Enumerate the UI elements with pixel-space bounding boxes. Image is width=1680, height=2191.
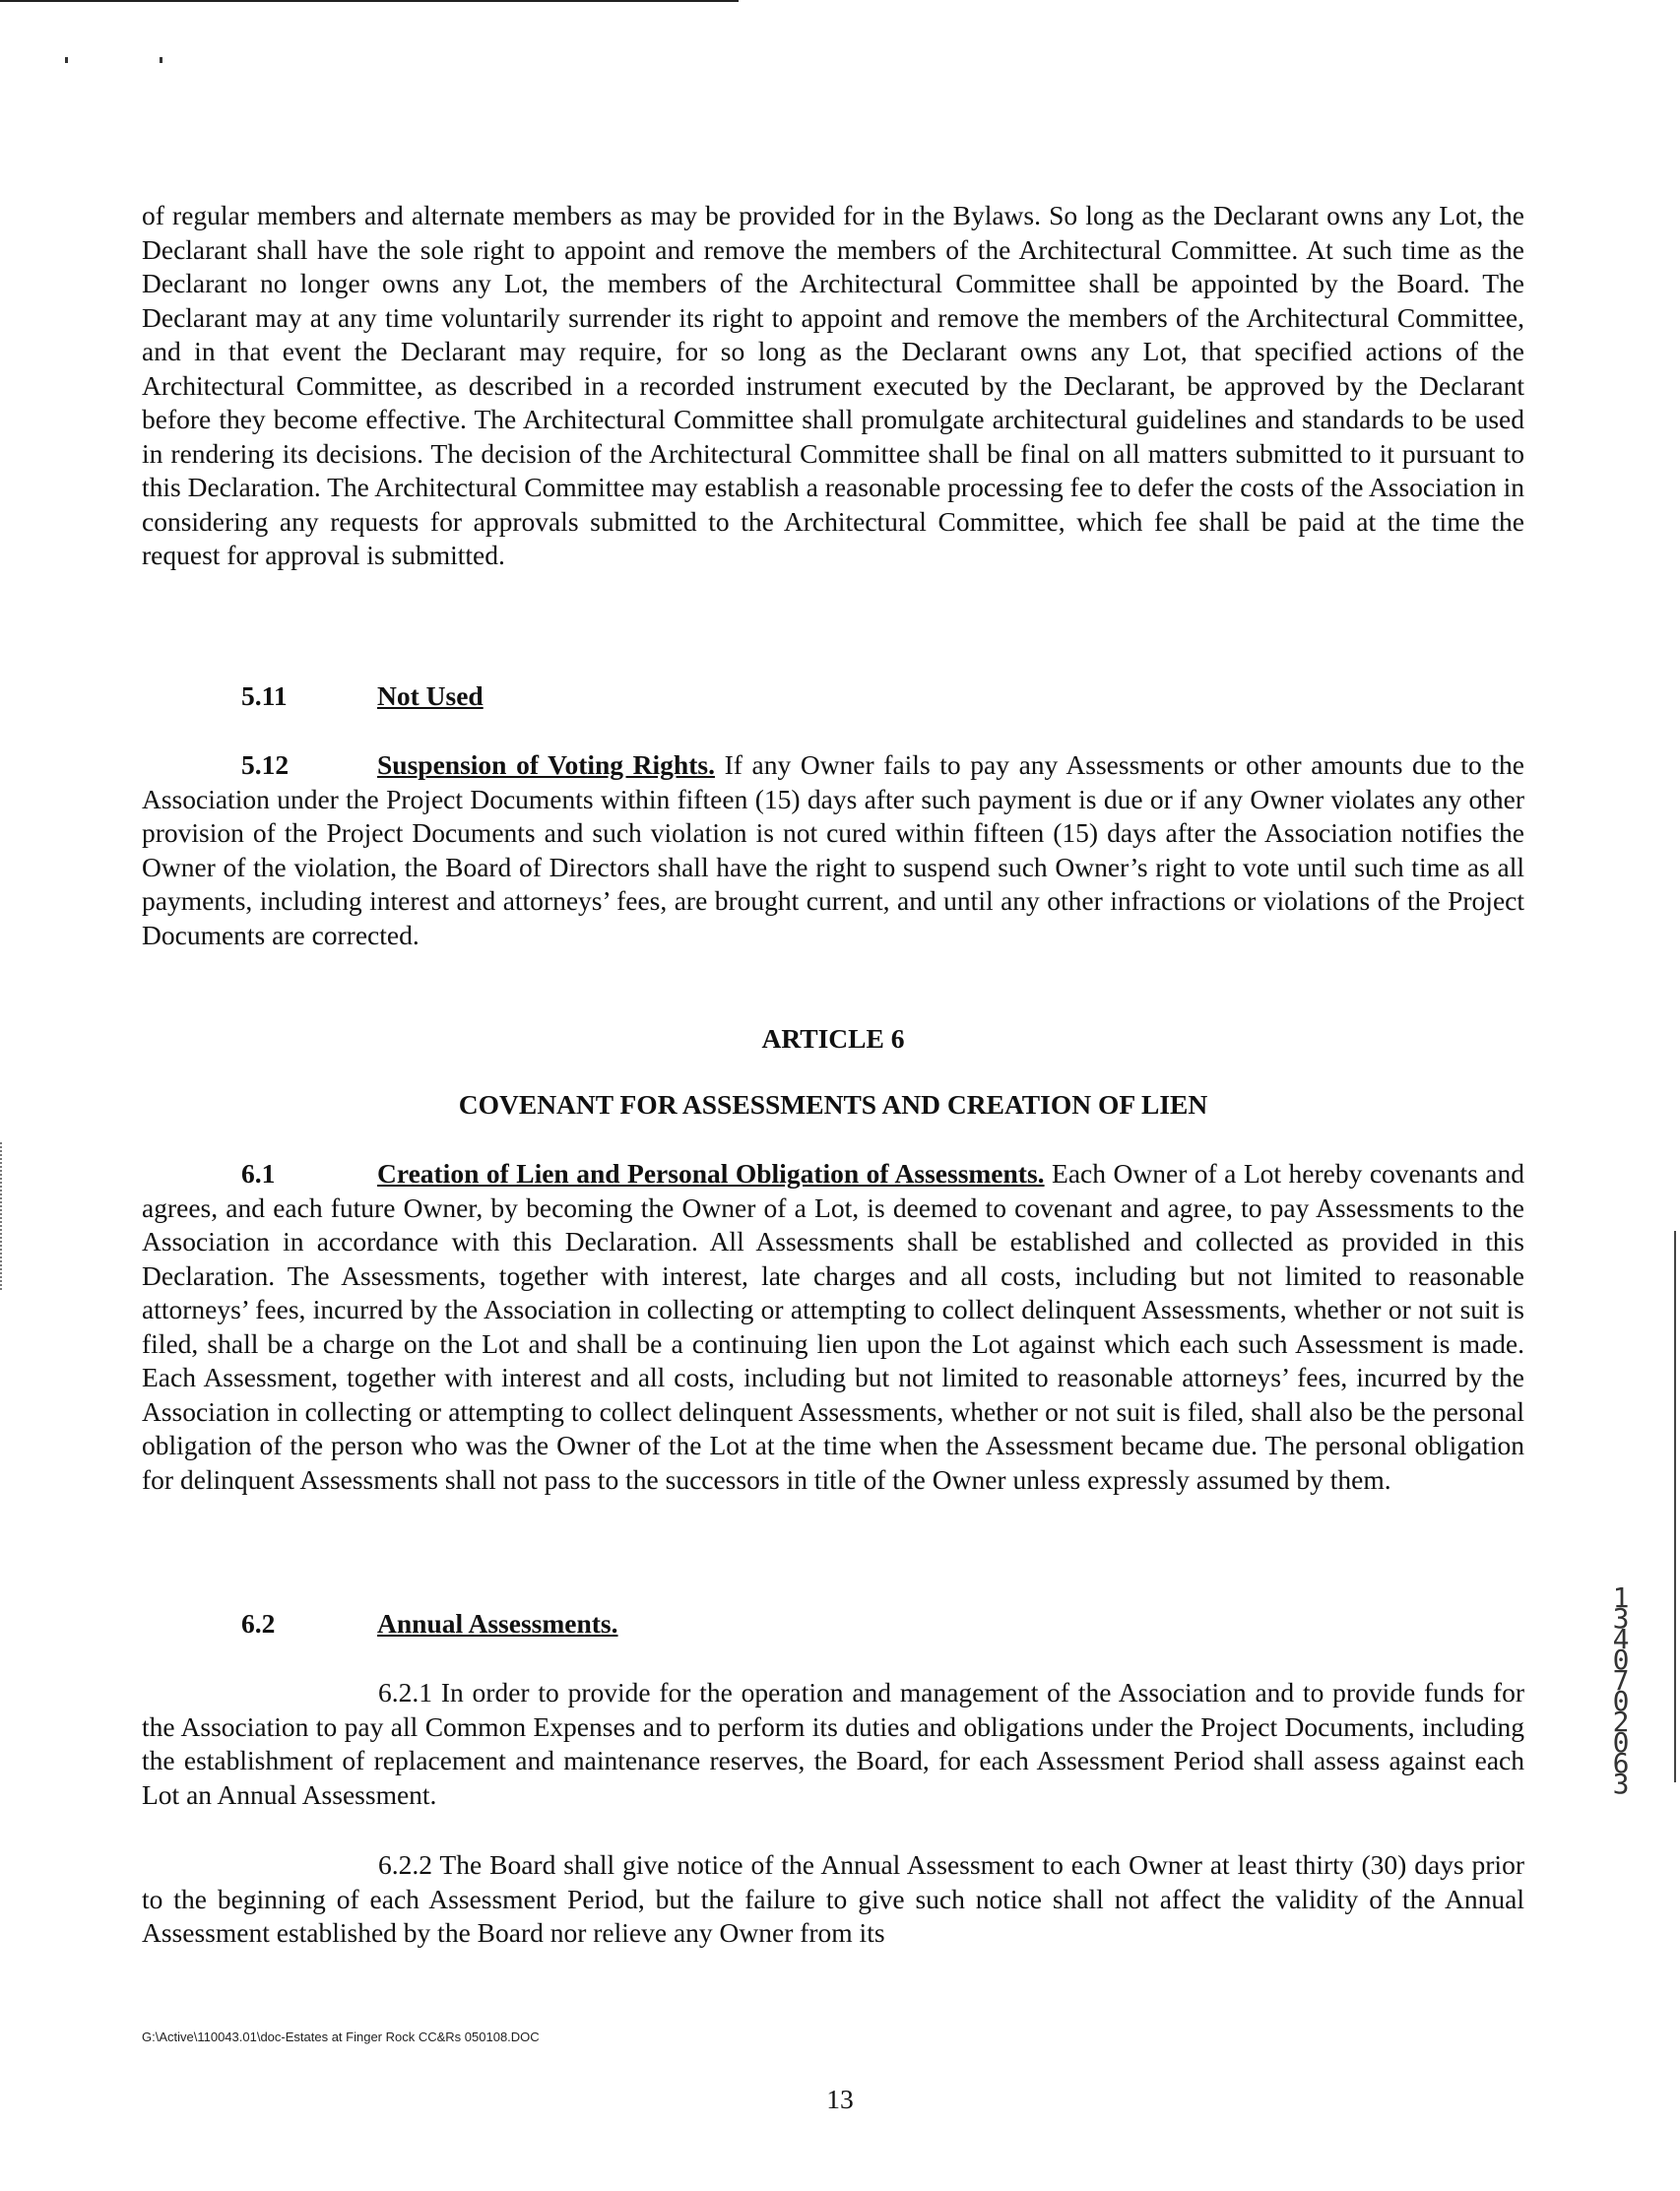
subsection-6-2-1: 6.2.1 In order to provide for the operation and management of the Association and to provide funds for the Association to pay all Common Expenses and to perform its duties and obligations under the Project Documents, including the establishment of replacement and maintenance reserves, the Board, for each Assessment Period shall assess against each Lot an Annual Assessment.	[142, 1677, 1524, 1810]
section-6-2-number: 6.2	[241, 1608, 276, 1639]
section-5-11-number: 5.11	[241, 680, 288, 711]
section-6-1-body: Each Owner of a Lot hereby covenants and agrees, and each future Owner, by becoming the Owner of a Lot, is deemed to covenant and agree, to pay Assessments to the Association in accordance with this Declaration. All Assessments shall be established and collected as provided in this Declaration. The Assessments, together with interest, late charges and all costs, including but not limited to reasonable attorneys’ fees, incurred by the Association in collecting or attempting to collect delinquent Assessments, whether or not suit is filed, shall be a charge on the Lot and shall be a continuing lien upon the Lot against which each such Assessment is made. Each Assessment, together with interest and all costs, including but not limited to reasonable attorneys’ fees, incurred by the Association in collecting or attempting to collect delinquent Assessments, whether or not suit is filed, shall also be the personal obligation of the person who was the Owner of the Lot at the time when the Assessment became due. The personal obligation for delinquent Assessments shall not pass to the successors in title of the Owner unless expressly assumed by them.	[142, 1158, 1524, 1495]
section-6-2-title: Annual Assessments.	[377, 1608, 618, 1639]
footer-file-path: G:\Active\110043.01\doc-Estates at Finger Rock CC&Rs 050108.DOC	[142, 2030, 540, 2044]
scan-speck	[65, 57, 68, 63]
subsection-6-2-2: 6.2.2 The Board shall give notice of the Annual Assessment to each Owner at least thirty (30) days prior to the beginning of each Assessment Period, but the failure to give such notice shall not affect the validity of the Annual Assessment established by the Board nor relieve any Owner from its	[142, 1849, 1524, 1948]
section-6-1-number: 6.1	[241, 1158, 276, 1189]
section-5-12	[142, 748, 1524, 952]
scan-top-edge-line	[0, 0, 739, 2]
section-5-12-number: 5.12	[241, 749, 290, 780]
scan-right-edge-line	[1674, 1231, 1676, 1782]
scan-speck	[160, 57, 162, 63]
article-title: COVENANT FOR ASSESSMENTS AND CREATION OF LIEN	[458, 1089, 1208, 1120]
section-6-2-heading	[142, 1607, 1524, 1642]
section-6-1-paragraph	[142, 1157, 1524, 1497]
section-5-12-paragraph	[142, 748, 1524, 952]
section-5-12-body: If any Owner fails to pay any Assessments or other amounts due to the Association under the Project Documents within fifteen (15) days after such payment is due or if any Owner violates any other provision of the Project Documents and such violation is not cured within fifteen (15) days after the Association notifies the Owner of the violation, the Board of Directors shall have the right to suspend such Owner’s right to vote until such time as all payments, including interest and attorneys’ fees, are brought current, and until any other infractions or violations of the Project Documents are corrected.	[142, 749, 1524, 950]
section-6-1-title: Creation of Lien and Personal Obligation of Assessments.	[377, 1158, 1045, 1189]
opening-paragraph-block	[142, 199, 1524, 573]
opening-paragraph: of regular members and alternate members as may be provided for in the Bylaws. So long as the Declarant owns any Lot, the Declarant shall have the sole right to appoint and remove the members of the Architectural Committee. At such time as the Declarant no longer owns any Lot, the members of the Architectural Committee shall be appointed by the Board. The Declarant may at any time voluntarily surrender its right to appoint and remove the members of the Architectural Committee, and in that event the Declarant may require, for so long as the Declarant owns any Lot, that specified actions of the Architectural Committee, as described in a recorded instrument executed by the Declarant, be approved by the Declarant before they become effective. The Architectural Committee shall promulgate architectural guidelines and standards to be used in rendering its decisions. The decision of the Architectural Committee shall be final on all matters submitted to it pursuant to this Declaration. The Architectural Committee may establish a reasonable processing fee to defer the costs of the Association in considering any requests for approvals submitted to the Architectural Committee, which fee shall be paid at the time the request for approval is submitted.	[142, 200, 1524, 570]
section-5-11-heading	[142, 679, 1524, 714]
section-5-12-title: Suspension of Voting Rights.	[377, 749, 715, 780]
recording-number-stamp: 13407 0206 3	[1612, 1581, 1630, 1800]
subsection-6-2-1-block	[142, 1676, 1524, 1812]
scan-left-edge-mark	[0, 1142, 5, 1290]
page-number: 13	[826, 2084, 854, 2114]
subsection-6-2-2-block	[142, 1848, 1524, 1951]
section-6-1	[142, 1157, 1524, 1497]
section-5-11-title: Not Used	[377, 680, 484, 711]
article-label: ARTICLE 6	[761, 1023, 905, 1054]
